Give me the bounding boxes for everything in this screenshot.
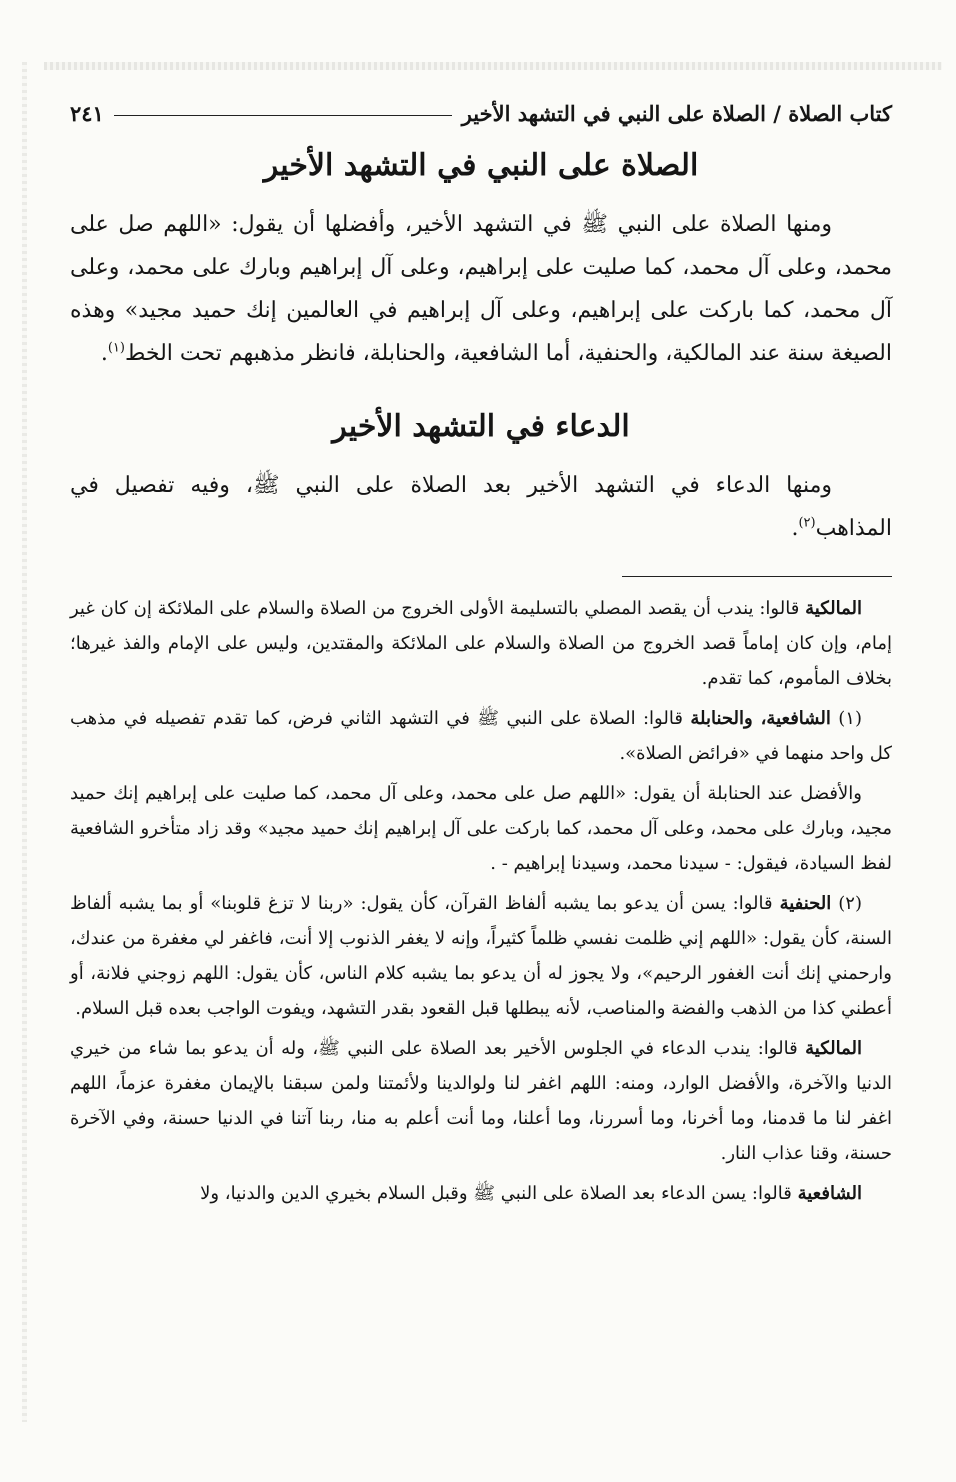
footnote-2-maliki [70,1031,892,1171]
footnote-text: قالوا: يندب الدعاء في الجلوس الأخير بعد الصلاة على النبي ﷺ، وله أن يدعو بما شاء من خيري الدنيا والآخرة، والأفضل الوارد، ومنه: اللهم اغفر لنا ولوالدينا ولأئمتنا ولمن سبقنا بالإيمان مغفرة عزماً، اللهم اغفر لنا ما قدمنا، وما أخرنا، وما أسررنا، وما أعلنا، وما أنت أعلم به منا، ربنا آتنا في الدنيا حسنة، وفي الآخرة حسنة، وقنا عذاب النار. [70,1038,892,1164]
section-heading-salat-nabi: الصلاة على النبي في التشهد الأخير [263,148,699,183]
footnote-number: (٢) [838,893,862,914]
page-number: ٢٤١ [70,100,104,126]
footnote-number: (١) [838,708,862,729]
paragraph-end: . [791,516,799,541]
footnote-1 [70,701,892,771]
footnote-text: قالوا: يسن الدعاء بعد الصلاة على النبي ﷺ وقبل السلام بخيري الدين والدنيا، ولا [200,1183,798,1204]
footnote-separator [622,576,892,577]
paragraph-text: ومنها الصلاة على النبي ﷺ في التشهد الأخير، وأفضلها أن يقول: «اللهم صل على محمد، وعلى آل محمد، كما صليت على إبراهيم، وعلى آل إبراهيم وبارك على محمد، وعلى آل محمد، كما باركت على إبراهيم، وعلى آل إبراهيم في العالمين إنك حميد مجيد» وهذه الصيغة سنة عند المالكية، والحنفية، أما الشافعية، والحنابلة، فانظر مذهبهم تحت الخط [70,212,892,366]
paragraph-end: . [100,341,108,366]
footnote-label: المالكية [805,1038,862,1059]
header-rule [114,115,452,116]
footnote-maliki-taslim [70,591,892,696]
paragraph-salat-nabi [70,203,892,375]
paragraph-dua [70,464,892,550]
section-heading-dua: الدعاء في التشهد الأخير [332,409,630,444]
running-header [70,96,892,130]
footnote-text: قالوا: يسن أن يدعو بما يشبه ألفاظ القرآن، كأن يقول: «ربنا لا تزغ قلوبنا» أو بما يشبه ألفاظ السنة، كأن يقول: «اللهم إني ظلمت نفسي ظلماً كثيراً، وإنه لا يغفر الذنوب إلا أنت، فاغفر لي مغفرة من عندك، وارحمني إنك أنت الغفور الرحيم»، ولا يجوز له أن يدعو بما يشبه كلام الناس، كأن يقول: اللهم زوجني فلانة، أو أعطني كذا من الذهب والفضة والمناصب، لأنه يبطلها قبل القعود بقدر التشهد، ويفوت الواجب بعده قبل السلام. [70,893,892,1019]
paragraph-text: ومنها الدعاء في التشهد الأخير بعد الصلاة على النبي ﷺ، وفيه تفصيل في المذاهب [70,473,892,541]
footnote-label: المالكية [805,598,862,619]
scan-border-top [44,62,942,70]
footnote-2-hanafi [70,886,892,1026]
footnote-text: قالوا: يندب أن يقصد المصلي بالتسليمة الأولى الخروج من الصلاة والسلام على الملائكة إن كان غير إمام، وإن كان إماماً قصد الخروج من الصلاة والسلام على الملائكة والمقتدين، وليس على الإمام والفذ غيرها؛ بخلاف المأموم، كما تقدم. [70,598,892,689]
book-page [70,96,892,1216]
footnote-text: قالوا: الصلاة على النبي ﷺ في التشهد الثاني فرض، كما تقدم تفصيله في مذهب كل واحد منهما في «فرائض الصلاة». [70,708,892,764]
footnote-2-shafii [70,1176,892,1211]
footnote-label: الحنفية [779,893,832,914]
footnote-label: الشافعية [797,1183,862,1204]
scan-border-left [22,62,27,1422]
header-title: كتاب الصلاة / الصلاة على النبي في التشهد الأخير [461,100,892,126]
footnote-label: الشافعية، والحنابلة [690,708,831,729]
footnote-1-continued: والأفضل عند الحنابلة أن يقول: «اللهم صل على محمد، وعلى آل محمد، كما صليت على إبراهيم إنك حميد مجيد، وبارك على محمد، وعلى آل محمد، كما باركت على آل إبراهيم إنك حميد مجيد» وقد زاد متأخرو الشافعية لفظ السيادة، فيقول: - سيدنا محمد، وسيدنا إبراهيم - . [70,783,892,874]
footnote-ref-2[interactable]: (٢) [798,515,816,531]
footnote-ref-1[interactable]: (١) [107,340,125,356]
